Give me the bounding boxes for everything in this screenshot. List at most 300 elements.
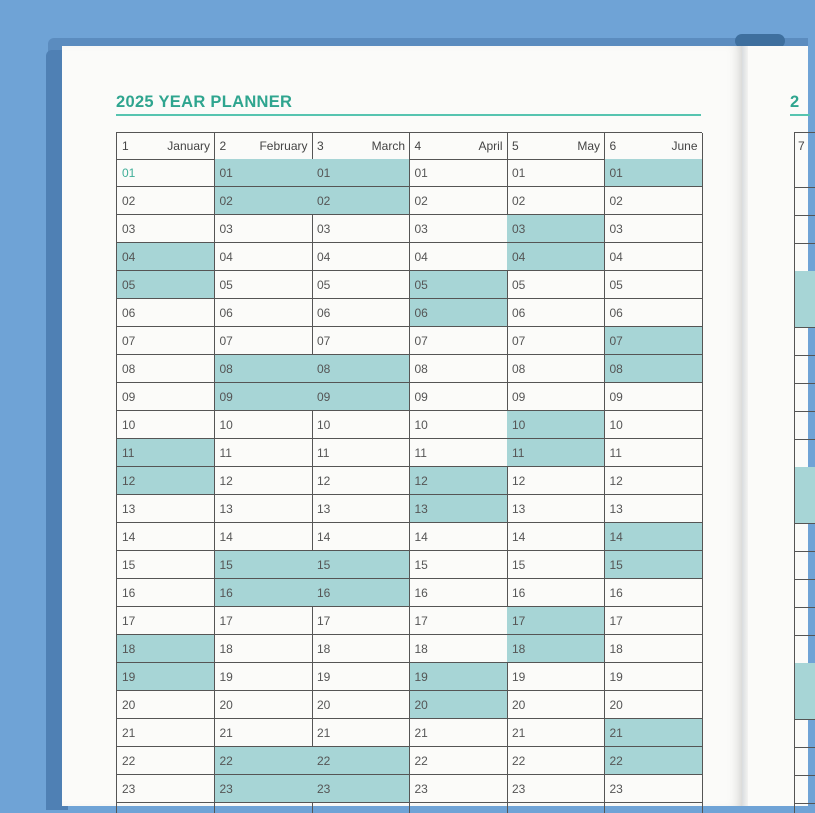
day-number: 21 bbox=[122, 726, 136, 740]
day-number: 11 bbox=[219, 446, 232, 460]
day-cell[interactable] bbox=[215, 411, 312, 439]
day-cell[interactable] bbox=[312, 159, 409, 187]
day-cell[interactable] bbox=[410, 551, 507, 579]
day-cell[interactable] bbox=[215, 299, 312, 327]
day-number: 07 bbox=[219, 334, 233, 348]
next-page-title-underline bbox=[790, 114, 810, 116]
day-cell[interactable] bbox=[605, 663, 702, 691]
day-cell[interactable] bbox=[410, 271, 507, 299]
day-number: 22 bbox=[512, 754, 526, 768]
day-number: 04 bbox=[122, 250, 136, 264]
day-cell[interactable] bbox=[117, 607, 214, 635]
next-page-row bbox=[795, 663, 815, 692]
next-page-row bbox=[795, 523, 815, 552]
day-cell[interactable] bbox=[410, 579, 507, 607]
day-number: 12 bbox=[512, 474, 526, 488]
day-cell[interactable] bbox=[312, 719, 409, 747]
day-number: 14 bbox=[609, 530, 623, 544]
day-number: 18 bbox=[609, 642, 623, 656]
day-number: 07 bbox=[512, 334, 526, 348]
day-number: 15 bbox=[609, 558, 623, 572]
day-number: 18 bbox=[512, 642, 526, 656]
day-number: 20 bbox=[219, 698, 233, 712]
month-name: February bbox=[259, 139, 308, 153]
day-cell[interactable] bbox=[410, 243, 507, 271]
day-cell[interactable] bbox=[312, 411, 409, 439]
day-number: 06 bbox=[609, 306, 623, 320]
day-number: 22 bbox=[122, 754, 136, 768]
day-number: 20 bbox=[317, 698, 331, 712]
day-cell[interactable] bbox=[312, 551, 409, 579]
day-number: 12 bbox=[317, 474, 331, 488]
day-cell[interactable] bbox=[507, 663, 604, 691]
day-number: 16 bbox=[512, 586, 526, 600]
day-cell[interactable] bbox=[117, 355, 214, 383]
day-number: 19 bbox=[219, 670, 233, 684]
day-cell[interactable] bbox=[605, 383, 702, 411]
day-cell[interactable] bbox=[410, 691, 507, 719]
day-cell[interactable] bbox=[117, 551, 214, 579]
day-number: 03 bbox=[122, 222, 136, 236]
day-cell[interactable] bbox=[215, 579, 312, 607]
day-cell[interactable] bbox=[215, 691, 312, 719]
day-cell[interactable] bbox=[410, 327, 507, 355]
day-cell[interactable] bbox=[117, 159, 214, 187]
next-page-title-fragment: 2 bbox=[790, 93, 800, 111]
day-cell[interactable] bbox=[605, 775, 702, 803]
day-cell[interactable] bbox=[312, 579, 409, 607]
page-title: 2025 YEAR PLANNER bbox=[116, 93, 293, 111]
day-number: 02 bbox=[317, 194, 331, 208]
next-page-row bbox=[795, 159, 815, 188]
day-number: 22 bbox=[219, 754, 233, 768]
day-number: 16 bbox=[219, 586, 233, 600]
day-number: 12 bbox=[414, 474, 428, 488]
day-cell[interactable] bbox=[507, 775, 604, 803]
month-column-may bbox=[507, 133, 605, 813]
day-cell[interactable] bbox=[605, 495, 702, 523]
day-cell[interactable] bbox=[117, 747, 214, 775]
day-cell[interactable] bbox=[215, 187, 312, 215]
day-number: 06 bbox=[122, 306, 136, 320]
day-number: 05 bbox=[122, 278, 136, 292]
day-cell[interactable] bbox=[507, 327, 604, 355]
day-number: 13 bbox=[414, 502, 428, 516]
day-cell[interactable] bbox=[117, 299, 214, 327]
day-cell[interactable] bbox=[117, 187, 214, 215]
day-cell[interactable] bbox=[215, 775, 312, 803]
day-cell[interactable] bbox=[605, 691, 702, 719]
day-number: 01 bbox=[609, 166, 623, 180]
day-number: 16 bbox=[609, 586, 623, 600]
day-cell[interactable] bbox=[215, 243, 312, 271]
day-cell[interactable] bbox=[605, 159, 702, 187]
month-header bbox=[117, 133, 214, 160]
day-cell[interactable] bbox=[605, 635, 702, 663]
day-cell[interactable] bbox=[507, 411, 604, 439]
day-cell[interactable] bbox=[507, 691, 604, 719]
day-cell[interactable] bbox=[312, 775, 409, 803]
day-number: 06 bbox=[512, 306, 526, 320]
next-page-row bbox=[795, 551, 815, 580]
day-cell[interactable] bbox=[312, 691, 409, 719]
day-cell[interactable] bbox=[605, 299, 702, 327]
day-number: 19 bbox=[414, 670, 428, 684]
next-page-row bbox=[795, 607, 815, 636]
next-page-grid bbox=[794, 132, 815, 813]
day-number: 20 bbox=[512, 698, 526, 712]
day-cell[interactable] bbox=[117, 327, 214, 355]
day-number: 03 bbox=[317, 222, 331, 236]
day-cell[interactable] bbox=[410, 607, 507, 635]
day-number: 07 bbox=[609, 334, 623, 348]
month-column-june bbox=[605, 133, 703, 813]
month-header bbox=[507, 133, 604, 160]
day-cell[interactable] bbox=[117, 635, 214, 663]
day-number: 02 bbox=[609, 194, 623, 208]
day-number: 22 bbox=[317, 754, 331, 768]
day-number: 09 bbox=[219, 390, 233, 404]
day-cell[interactable] bbox=[410, 355, 507, 383]
day-number: 05 bbox=[317, 278, 331, 292]
day-cell[interactable] bbox=[215, 215, 312, 243]
day-number: 05 bbox=[609, 278, 623, 292]
next-page-row bbox=[795, 747, 815, 776]
day-number: 21 bbox=[609, 726, 623, 740]
month-column-april bbox=[410, 133, 508, 813]
day-cell[interactable] bbox=[605, 467, 702, 495]
day-number: 07 bbox=[414, 334, 428, 348]
day-cell[interactable] bbox=[117, 495, 214, 523]
day-number: 19 bbox=[609, 670, 623, 684]
day-number: 08 bbox=[122, 362, 136, 376]
next-page-row bbox=[795, 719, 815, 748]
month-column-march bbox=[312, 133, 410, 813]
next-page-row bbox=[795, 691, 815, 720]
day-cell[interactable] bbox=[605, 243, 702, 271]
day-number: 18 bbox=[317, 642, 331, 656]
day-cell[interactable] bbox=[605, 271, 702, 299]
day-cell[interactable] bbox=[507, 439, 604, 467]
day-number: 08 bbox=[609, 362, 623, 376]
day-cell[interactable] bbox=[215, 271, 312, 299]
day-cell[interactable] bbox=[507, 243, 604, 271]
next-page-row bbox=[795, 635, 815, 664]
day-number: 18 bbox=[414, 642, 428, 656]
day-number: 01 bbox=[219, 166, 233, 180]
day-cell[interactable] bbox=[117, 663, 214, 691]
day-number: 04 bbox=[414, 250, 428, 264]
day-number: 20 bbox=[122, 698, 136, 712]
day-cell[interactable] bbox=[410, 775, 507, 803]
day-cell[interactable] bbox=[117, 271, 214, 299]
day-cell[interactable] bbox=[312, 383, 409, 411]
day-cell[interactable] bbox=[507, 551, 604, 579]
day-cell[interactable] bbox=[410, 439, 507, 467]
day-cell[interactable] bbox=[507, 299, 604, 327]
day-cell[interactable] bbox=[410, 747, 507, 775]
day-cell[interactable] bbox=[312, 495, 409, 523]
day-number: 23 bbox=[317, 782, 331, 796]
day-number: 11 bbox=[609, 446, 622, 460]
day-cell[interactable] bbox=[312, 467, 409, 495]
day-number: 18 bbox=[122, 642, 136, 656]
day-cell[interactable] bbox=[312, 187, 409, 215]
day-cell[interactable] bbox=[117, 215, 214, 243]
day-cell[interactable] bbox=[410, 299, 507, 327]
month-name: March bbox=[371, 139, 405, 153]
day-number: 06 bbox=[219, 306, 233, 320]
day-number: 07 bbox=[317, 334, 331, 348]
day-number: 13 bbox=[512, 502, 526, 516]
day-number: 11 bbox=[414, 446, 427, 460]
day-cell[interactable] bbox=[507, 607, 604, 635]
day-number: 21 bbox=[414, 726, 428, 740]
day-number: 21 bbox=[219, 726, 233, 740]
day-number: 08 bbox=[317, 362, 331, 376]
month-header bbox=[605, 133, 702, 160]
day-number: 13 bbox=[317, 502, 331, 516]
day-cell[interactable] bbox=[117, 579, 214, 607]
day-cell[interactable] bbox=[507, 215, 604, 243]
day-cell[interactable] bbox=[117, 439, 214, 467]
day-cell[interactable] bbox=[117, 243, 214, 271]
day-number: 01 bbox=[317, 166, 331, 180]
day-cell[interactable] bbox=[605, 579, 702, 607]
day-cell[interactable] bbox=[215, 495, 312, 523]
next-page-row bbox=[795, 271, 815, 300]
day-number: 15 bbox=[414, 558, 428, 572]
day-number: 02 bbox=[512, 194, 526, 208]
day-cell[interactable] bbox=[215, 467, 312, 495]
day-number: 05 bbox=[414, 278, 428, 292]
day-cell[interactable] bbox=[117, 523, 214, 551]
day-cell[interactable] bbox=[215, 747, 312, 775]
day-number: 12 bbox=[609, 474, 623, 488]
day-number: 06 bbox=[317, 306, 331, 320]
next-page-row bbox=[795, 187, 815, 216]
day-number: 09 bbox=[122, 390, 136, 404]
day-number: 03 bbox=[219, 222, 233, 236]
next-page-row bbox=[795, 299, 815, 328]
day-cell[interactable] bbox=[507, 719, 604, 747]
day-number: 11 bbox=[122, 446, 135, 460]
day-cell[interactable] bbox=[117, 775, 214, 803]
day-number: 10 bbox=[219, 418, 233, 432]
day-number: 17 bbox=[122, 614, 136, 628]
day-cell[interactable] bbox=[605, 355, 702, 383]
day-number: 16 bbox=[414, 586, 428, 600]
day-cell[interactable] bbox=[507, 355, 604, 383]
day-cell[interactable] bbox=[410, 523, 507, 551]
day-cell[interactable] bbox=[410, 159, 507, 187]
day-cell[interactable] bbox=[312, 439, 409, 467]
month-number: 2 bbox=[219, 139, 227, 153]
day-cell[interactable] bbox=[312, 355, 409, 383]
day-number: 02 bbox=[219, 194, 233, 208]
day-cell[interactable] bbox=[410, 635, 507, 663]
day-number: 09 bbox=[512, 390, 526, 404]
day-cell[interactable] bbox=[410, 495, 507, 523]
month-number: 5 bbox=[512, 139, 519, 153]
day-cell[interactable] bbox=[215, 719, 312, 747]
day-cell[interactable] bbox=[117, 411, 214, 439]
day-number: 14 bbox=[219, 530, 233, 544]
next-page-row bbox=[795, 467, 815, 496]
day-number: 18 bbox=[219, 642, 233, 656]
day-number: 17 bbox=[512, 614, 526, 628]
day-number: 23 bbox=[609, 782, 623, 796]
day-number: 09 bbox=[414, 390, 428, 404]
day-number: 04 bbox=[609, 250, 623, 264]
day-cell[interactable] bbox=[605, 607, 702, 635]
day-cell[interactable] bbox=[507, 187, 604, 215]
month-number: 6 bbox=[609, 139, 617, 153]
day-number: 10 bbox=[317, 418, 331, 432]
day-number: 16 bbox=[122, 586, 136, 600]
day-number: 21 bbox=[512, 726, 526, 740]
day-cell[interactable] bbox=[215, 383, 312, 411]
day-number: 14 bbox=[414, 530, 428, 544]
day-number: 08 bbox=[414, 362, 428, 376]
day-cell[interactable] bbox=[312, 607, 409, 635]
day-cell[interactable] bbox=[410, 215, 507, 243]
day-cell[interactable] bbox=[215, 355, 312, 383]
day-number: 14 bbox=[317, 530, 331, 544]
day-cell[interactable] bbox=[410, 467, 507, 495]
day-cell[interactable] bbox=[215, 523, 312, 551]
next-page-row bbox=[795, 775, 815, 804]
day-number: 08 bbox=[512, 362, 526, 376]
day-number: 05 bbox=[512, 278, 526, 292]
day-number: 06 bbox=[414, 306, 428, 320]
month-number: 3 bbox=[317, 139, 324, 153]
day-cell[interactable] bbox=[215, 551, 312, 579]
day-cell[interactable] bbox=[215, 663, 312, 691]
day-number: 20 bbox=[609, 698, 623, 712]
day-cell[interactable] bbox=[312, 635, 409, 663]
next-month-number: 7 bbox=[798, 139, 805, 153]
day-cell[interactable] bbox=[507, 579, 604, 607]
day-number: 13 bbox=[609, 502, 623, 516]
day-cell[interactable] bbox=[117, 467, 214, 495]
title-underline bbox=[116, 114, 701, 116]
day-cell[interactable] bbox=[605, 187, 702, 215]
day-cell[interactable] bbox=[117, 383, 214, 411]
day-number: 12 bbox=[122, 474, 136, 488]
next-page-row bbox=[795, 579, 815, 608]
day-cell[interactable] bbox=[410, 187, 507, 215]
day-number: 19 bbox=[122, 670, 136, 684]
day-cell[interactable] bbox=[312, 523, 409, 551]
day-cell[interactable] bbox=[117, 691, 214, 719]
day-number: 10 bbox=[609, 418, 623, 432]
month-header bbox=[312, 133, 409, 160]
day-cell[interactable] bbox=[507, 495, 604, 523]
day-cell[interactable] bbox=[507, 467, 604, 495]
day-cell[interactable] bbox=[410, 411, 507, 439]
next-page-row bbox=[795, 411, 815, 440]
next-page-row bbox=[795, 327, 815, 356]
month-header bbox=[215, 133, 312, 160]
day-cell[interactable] bbox=[215, 159, 312, 187]
day-cell[interactable] bbox=[507, 271, 604, 299]
day-cell[interactable] bbox=[605, 551, 702, 579]
day-cell[interactable] bbox=[312, 215, 409, 243]
day-number: 19 bbox=[512, 670, 526, 684]
day-cell[interactable] bbox=[605, 327, 702, 355]
day-number: 09 bbox=[317, 390, 331, 404]
day-cell[interactable] bbox=[312, 299, 409, 327]
next-page-row bbox=[795, 355, 815, 384]
day-cell[interactable] bbox=[605, 439, 702, 467]
next-page-row bbox=[795, 495, 815, 524]
day-number: 22 bbox=[609, 754, 623, 768]
day-number: 04 bbox=[512, 250, 526, 264]
month-number: 1 bbox=[122, 139, 129, 153]
day-number: 04 bbox=[317, 250, 331, 264]
day-cell[interactable] bbox=[605, 411, 702, 439]
day-number: 01 bbox=[414, 166, 428, 180]
day-number: 07 bbox=[122, 334, 136, 348]
day-cell[interactable] bbox=[410, 383, 507, 411]
day-cell[interactable] bbox=[312, 243, 409, 271]
month-column-january bbox=[117, 133, 215, 813]
day-number: 14 bbox=[512, 530, 526, 544]
day-cell[interactable] bbox=[312, 271, 409, 299]
month-name: June bbox=[671, 139, 698, 153]
day-number: 15 bbox=[122, 558, 136, 572]
day-cell[interactable] bbox=[605, 719, 702, 747]
day-cell[interactable] bbox=[215, 327, 312, 355]
day-number: 12 bbox=[219, 474, 233, 488]
next-page-row bbox=[795, 383, 815, 412]
planner-grid bbox=[116, 132, 702, 813]
day-number: 15 bbox=[317, 558, 331, 572]
day-number: 17 bbox=[219, 614, 233, 628]
next-page-row bbox=[795, 215, 815, 244]
day-cell[interactable] bbox=[507, 635, 604, 663]
day-number: 10 bbox=[512, 418, 526, 432]
day-number: 09 bbox=[609, 390, 623, 404]
day-cell[interactable] bbox=[312, 327, 409, 355]
day-cell[interactable] bbox=[605, 747, 702, 775]
month-name: January bbox=[167, 139, 210, 153]
day-number: 11 bbox=[512, 446, 525, 460]
day-cell[interactable] bbox=[605, 523, 702, 551]
day-cell[interactable] bbox=[215, 635, 312, 663]
day-cell[interactable] bbox=[605, 215, 702, 243]
day-cell[interactable] bbox=[507, 159, 604, 187]
day-cell[interactable] bbox=[215, 607, 312, 635]
day-number: 19 bbox=[317, 670, 331, 684]
day-number: 16 bbox=[317, 586, 331, 600]
next-page-row bbox=[795, 243, 815, 272]
day-cell[interactable] bbox=[117, 719, 214, 747]
day-cell[interactable] bbox=[507, 747, 604, 775]
day-cell[interactable] bbox=[410, 663, 507, 691]
day-number: 14 bbox=[122, 530, 136, 544]
day-number: 23 bbox=[122, 782, 136, 796]
day-cell[interactable] bbox=[215, 439, 312, 467]
day-cell[interactable] bbox=[410, 719, 507, 747]
day-cell[interactable] bbox=[507, 383, 604, 411]
day-number: 23 bbox=[414, 782, 428, 796]
day-cell[interactable] bbox=[312, 747, 409, 775]
day-number: 23 bbox=[512, 782, 526, 796]
day-cell[interactable] bbox=[507, 523, 604, 551]
day-cell[interactable] bbox=[312, 663, 409, 691]
